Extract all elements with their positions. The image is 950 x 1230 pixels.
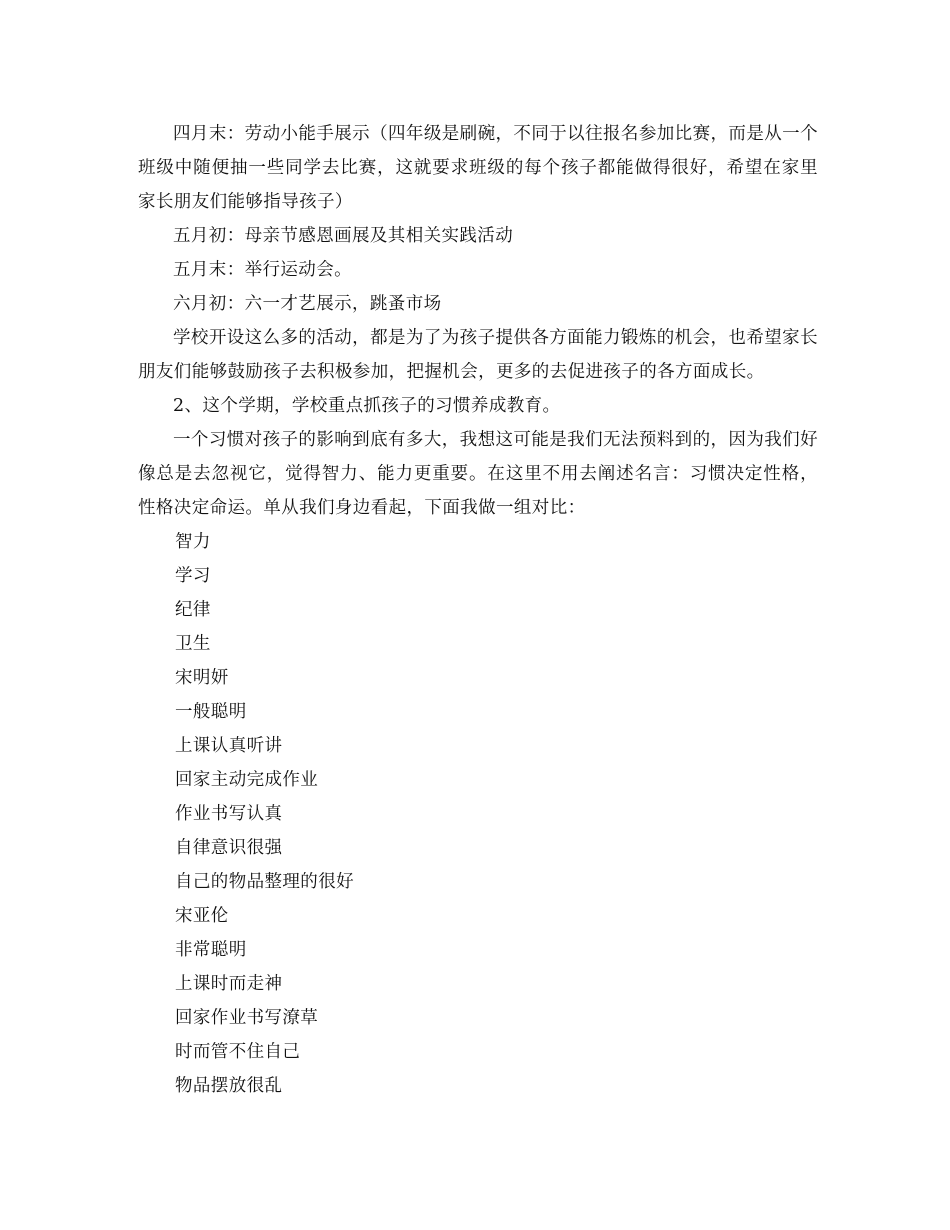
- comparison-item: 学习: [175, 566, 211, 586]
- paragraph-may-early: 五月初：母亲节感恩画展及其相关实践活动: [173, 226, 514, 246]
- comparison-item: 回家作业书写潦草: [175, 1008, 319, 1028]
- comparison-item: 物品摆放很乱: [175, 1076, 283, 1096]
- paragraph-may-end: 五月末：举行运动会。: [173, 260, 352, 280]
- paragraph-habit-heading: 2、这个学期，学校重点抓孩子的习惯养成教育。: [173, 396, 561, 416]
- document-body: [138, 117, 818, 1103]
- comparison-item: 卫生: [175, 634, 211, 654]
- comparison-item: 宋明妍: [175, 668, 229, 688]
- comparison-item: 时而管不住自己: [175, 1042, 301, 1062]
- comparison-item: 作业书写认真: [175, 804, 283, 824]
- paragraph-april-labor: 四月末：劳动小能手展示（四年级是刷碗，不同于以往报名参加比赛，而是从一个班级中随便抽一些同学去比赛，这就要求班级的每个孩子都能做得很好，希望在家里家长朋友们能够指导孩子）: [138, 124, 818, 212]
- comparison-item: 一般聪明: [175, 702, 247, 722]
- comparison-item: 自己的物品整理的很好: [175, 872, 354, 892]
- comparison-item: 智力: [175, 532, 211, 552]
- comparison-item: 回家主动完成作业: [175, 770, 319, 790]
- comparison-item: 纪律: [175, 600, 211, 620]
- comparison-item: 自律意识很强: [175, 838, 283, 858]
- comparison-item: 非常聪明: [175, 940, 247, 960]
- paragraph-activities-purpose: 学校开设这么多的活动，都是为了为孩子提供各方面能力锻炼的机会，也希望家长朋友们能够鼓励孩子去积极参加，把握机会，更多的去促进孩子的各方面成长。: [138, 328, 818, 382]
- comparison-item: 上课时而走神: [175, 974, 283, 994]
- paragraph-june-early: 六月初：六一才艺展示，跳蚤市场: [173, 294, 442, 314]
- comparison-list: [138, 525, 818, 1103]
- paragraph-habit-discussion: 一个习惯对孩子的影响到底有多大，我想这可能是我们无法预料到的，因为我们好像总是去忽视它，觉得智力、能力更重要。在这里不用去阐述名言：习惯决定性格，性格决定命运。单从我们身边看起，下面我做一组对比：: [138, 430, 818, 518]
- comparison-item: 上课认真听讲: [175, 736, 283, 756]
- comparison-item: 宋亚伦: [175, 906, 229, 926]
